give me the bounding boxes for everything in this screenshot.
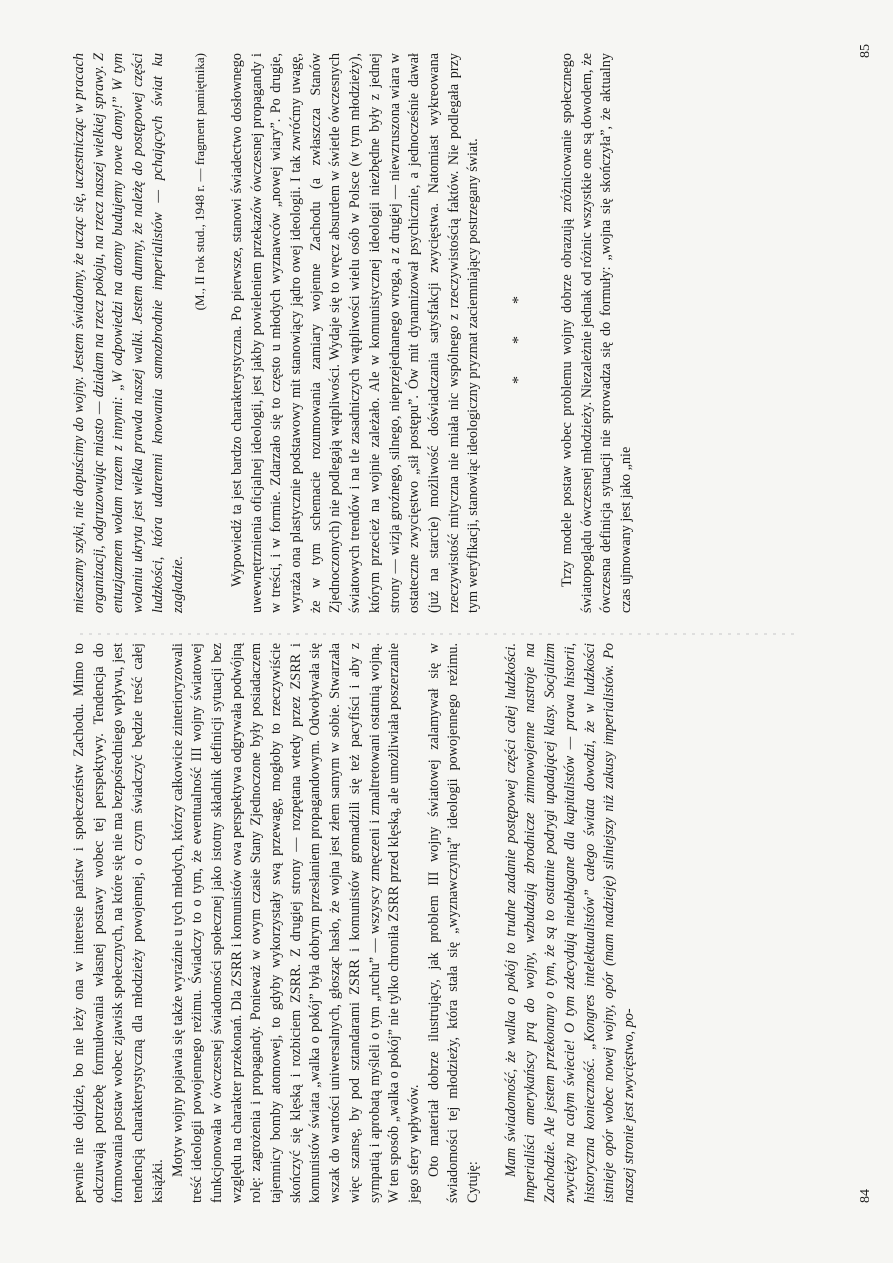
- page-number-left: 84: [858, 1189, 873, 1203]
- left-paragraph-1: pewnie nie dojdzie, bo nie leży ona w interesie państw i społeczeństw Zachodu. Mimo to odczuwają potrzebę formułowania własnej postawy wobec tej perspektywy. Tendencja do formowania postaw wobec zjawisk społecznych, na które się nie ma bezpośredniego wpływu, jest tendencją charakterystyczną dla młodzieży powojennej, o czym świadczyć będzie treść całej książki.: [71, 643, 166, 1203]
- right-quote: mieszamy szyki, nie dopuścimy do wojny. Jestem świadomy, że ucząc się, uczestnicząc w pracach organizacji, odgruzowując miasto — działam na rzecz pokoju, na rzecz naszej wielkiej sprawy. Z entuzjazmem wołam razem z innymi: „W odpowiedzi na atomy budujemy nowe domy!” W tym wołaniu ukryta jest wielka prawda naszej walki. Jestem dumny, że należę do postępowej części ludzkości, która udaremni knowania samozbrodnie imperialistów — pchających świat ku zagładzie.: [71, 53, 186, 613]
- left-page: [70, 643, 640, 1203]
- right-paragraph-2: Trzy modele postaw wobec problemu wojny dobrze obrazują zróżnicowanie społecznego światopoglądu ówczesnej młodzieży. Niezależnie jednak od różnic wszystkie one są dowodem, że ówczesna definicja sytuacji nie sprowadza się do formuły: „wojna się skończyła”, że aktualny czas ujmowany jest jako „nie: [559, 53, 635, 613]
- right-paragraph-1: Wypowiedź ta jest bardzo charakterystyczna. Po pierwsze, stanowi świadectwo dosłownego uwewnętrznienia oficjalnej ideologii, jest jakby powieleniem przekazów ówczesnej propagandy i w treści, i w formie. Zdarzało się to często u młodych wyznawców „nowej wiary”. Po drugie, wyraża ona plastycznie podstawowy mit stanowiący jądro owej ideologii. I tak zwróćmy uwagę, że w tym schemacie rozumowania zamiary wojenne Zachodu (a zwłaszcza Stanów Zjednoczonych) nie podlegają wątpliwości. Wydaje się to wręcz absurdem w świetle ówczesnych światowych trendów i na tle zasadniczych wątpliwości wielu osób w Polsce (w tym młodzieży), którym przecież na wojnie zależało. Ale w komunistycznej ideologii niezbędne były z jednej strony — wizja groźnego, silnego, nieprzejednanego wroga, a z drugiej — niewzruszona wiara w ostateczne zwycięstwo „sił postępu”. Ów mit dynamizował psychicznie, a jednocześnie dawał (już na starcie) możliwość doświadczania satysfakcji zwycięstwa. Natomiast wykreowana rzeczywistość mityczna nie miała nic wspólnego z rzeczywistością faktów. Nie podlegała przy tym weryfikacji, stanowiąc ideologiczny pryzmat zaciemniający postrzegany świat.: [228, 53, 482, 613]
- book-gutter: [80, 633, 800, 635]
- left-paragraph-2: Motyw wojny pojawia się także wyraźnie u tych młodych, którzy całkowicie zinterioryzowali treść ideologii powojennego reżimu. Świadczy to o tym, że ewentualność III wojny światowej funkcjonowała w ówczesnej świadomości społecznej jako istotny składnik definicji sytuacji bez względu na charakter przekonań. Dla ZSRR i komunistów owa perspektywa odgrywała podwójną rolę: zagrożenia i propagandy. Ponieważ w owym czasie Stany Zjednoczone były posiadaczem tajemnicy bomby atomowej, to gdyby wykorzystały swą przewagę, mogłoby to rzeczywiście skończyć się klęską i rozbiciem ZSRR. Z drugiej strony — rozpętana wtedy przez ZSRR i komunistów świata „walka o pokój” była dobrym przesłaniem propagandowym. Odwoływała się wszak do wartości uniwersalnych, głosząc hasło, że wojna jest złem samym w sobie. Stwarzała więc szansę, by pod sztandarami ZSRR i komunistów gromadzili się też pacyfiści i aby z sympatią i aprobatą myśleli o tym „ruchu” — wszyscy zmęczeni i zmaltretowani ostatnią wojną. W ten sposób „walka o pokój” nie tylko chroniła ZSRR przed klęską, ale umożliwiała poszerzanie jego sfery wpływów.: [169, 643, 422, 1203]
- quote-source: (M., II rok stud., 1948 r. — fragment pamiętnika): [192, 53, 208, 311]
- right-page: [70, 53, 637, 613]
- page-number-right: 85: [858, 44, 873, 58]
- left-paragraph-3: Oto materiał dobrze ilustrujący, jak problem III wojny światowej zalamywał się w świadomości tej młodzieży, która stała się „wyznawczynią” ideologii powojennego reżimu. Cytuję:: [425, 643, 482, 1203]
- left-quote: Mam świadomość, że walka o pokój to trudne zadanie postępowej części całej ludzkości. Imperialiści amerykańscy prą do wojny, wzbudzają zbrodnicze zimnowojenne nastroje na Zachodzie. Ale jestem przekonany o tym, że są to ostatnie podrygi upadającej klasy. Socjalizm zwycięży na całym świecie! O tym zdecydują nieubłagane dla kapitalistów — prawa historii, historyczna konieczność. „Kongres intelektualistów” całego świata dowodzi, że w ludzkości istnieje opór wobec nowej wojny, opór (mam nadzieję) silniejszy niż zakusy imperialistów. Po naszej stronie jest zwycięstwo, po-: [502, 643, 637, 1203]
- section-break: * * *: [510, 282, 528, 384]
